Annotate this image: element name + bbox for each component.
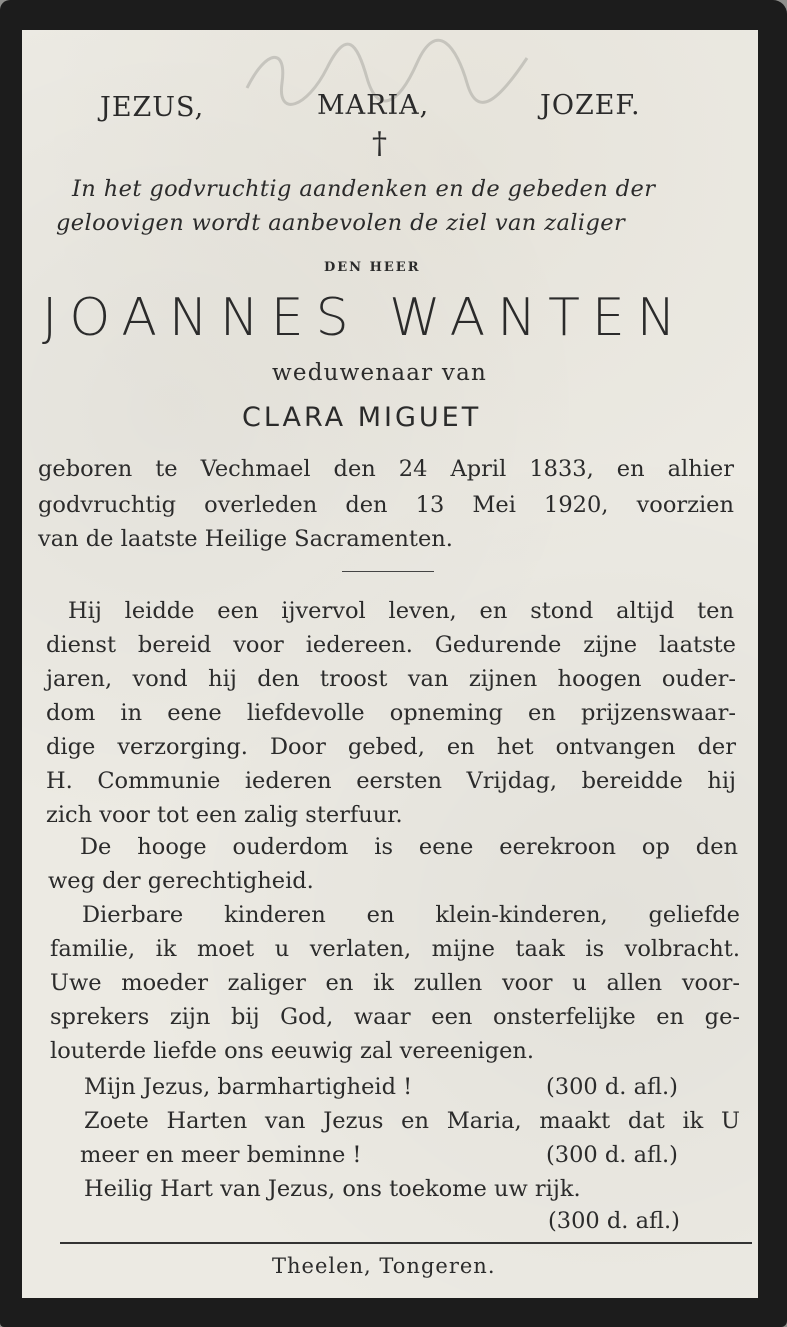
p3-line-2: familie, ik moet u verlaten, mijne taak is volbracht.	[50, 936, 740, 962]
deceased-name: JOANNES WANTEN	[42, 288, 688, 348]
p1-line-5: dige verzorging. Door gebed, en het ontvangen der	[46, 734, 736, 760]
p1-line-3: jaren, vond hij den troost van zijnen hoogen ouder-	[46, 666, 736, 692]
p1-line-1: Hij leidde een ijvervol leven, en stond altijd ten	[68, 598, 734, 624]
p1-line-6: H. Communie iederen eersten Vrijdag, bereidde hij	[46, 768, 736, 794]
spouse-name: CLARA MIGUET	[242, 402, 482, 433]
invocation-maria: MARIA,	[317, 90, 430, 121]
bio-line-2: godvruchtig overleden den 13 Mei 1920, voorzien	[38, 492, 734, 518]
indulgence-1: (300 d. afl.)	[546, 1074, 678, 1100]
invocation-jozef: JOZEF.	[540, 90, 641, 121]
prayer-2-line-1: Zoete Harten van Jezus en Maria, maakt dat ik U	[84, 1108, 740, 1134]
cross-icon: †	[372, 126, 387, 161]
prayer-2-line-2: meer en meer beminne !	[80, 1142, 362, 1168]
p3-line-3: Uwe moeder zaliger en ik zullen voor u allen voor-	[50, 970, 740, 996]
p1-line-4: dom in eene liefdevolle opneming en prijzenswaar-	[46, 700, 736, 726]
title-den-heer: DEN HEER	[324, 260, 421, 275]
card-paper	[22, 30, 758, 1298]
prayer-1: Mijn Jezus, barmhartigheid !	[84, 1074, 413, 1100]
bio-line-3: van de laatste Heilige Sacramenten.	[38, 526, 453, 552]
intro-line-1: In het godvruchtig aandenken en de gebeden der	[72, 176, 656, 202]
p3-line-1: Dierbare kinderen en klein-kinderen, geliefde	[82, 902, 740, 928]
p1-line-2: dienst bereid voor iedereen. Gedurende zijne laatste	[46, 632, 736, 658]
divider-short	[342, 571, 434, 572]
indulgence-3: (300 d. afl.)	[548, 1208, 680, 1234]
printer-imprint: Theelen, Tongeren.	[272, 1254, 496, 1278]
prayer-3: Heilig Hart van Jezus, ons toekome uw rijk.	[84, 1176, 581, 1202]
indulgence-2: (300 d. afl.)	[546, 1142, 678, 1168]
p2-line-1: De hooge ouderdom is eene eerekroon op den	[80, 834, 738, 860]
widower-label: weduwenaar van	[272, 360, 487, 386]
p1-line-7: zich voor tot een zalig sterfuur.	[46, 802, 403, 828]
bio-line-1: geboren te Vechmael den 24 April 1833, en alhier	[38, 456, 734, 482]
p3-line-4: sprekers zijn bij God, waar een onsterfelijke en ge-	[50, 1004, 740, 1030]
invocation-jezus: JEZUS,	[100, 92, 205, 123]
intro-line-2: geloovigen wordt aanbevolen de ziel van zaliger	[56, 210, 626, 236]
p2-line-2: weg der gerechtigheid.	[48, 868, 314, 894]
divider-long	[60, 1242, 752, 1244]
p3-line-5: louterde liefde ons eeuwig zal vereenigen.	[50, 1038, 535, 1064]
